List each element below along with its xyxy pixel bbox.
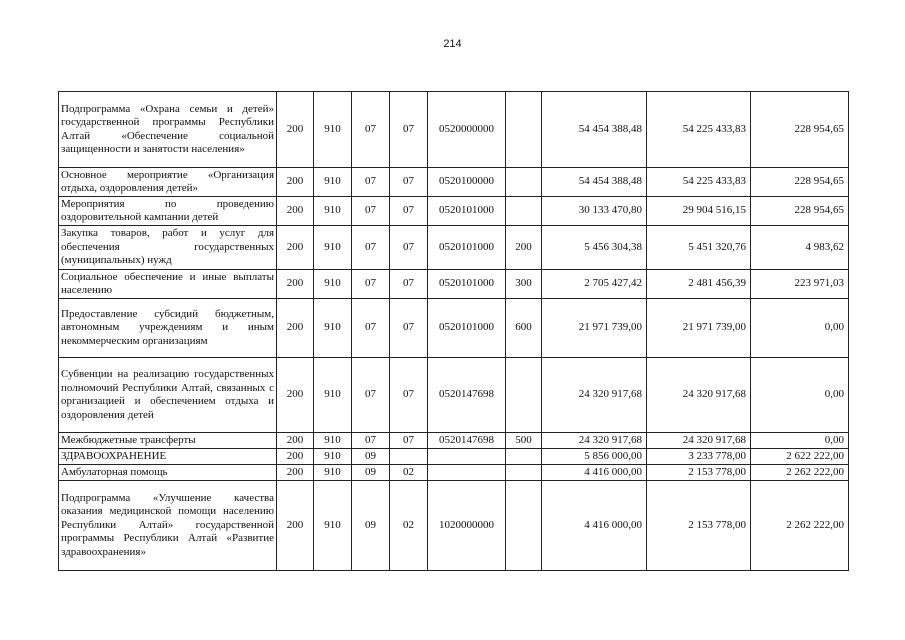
row-actual: 54 225 433,83 <box>647 92 751 168</box>
row-vr: 300 <box>506 270 542 299</box>
row-plan: 2 705 427,42 <box>542 270 647 299</box>
row-subsection: 07 <box>390 92 428 168</box>
row-section: 07 <box>352 168 390 197</box>
row-name: Основное мероприятие «Организация отдыха, оздоровления детей» <box>59 168 277 197</box>
row-name: Предоставление субсидий бюджетным, автономным учреждениям и иным некоммерческим организациям <box>59 299 277 358</box>
row-target: 1020000000 <box>428 481 506 571</box>
row-subsection: 07 <box>390 433 428 449</box>
table-row <box>59 358 849 433</box>
row-name: Подпрограмма «Улучшение качества оказания медицинской помощи населению Республики Алтай» государственной программы Республики Алтай «Развитие здравоохранения» <box>59 481 277 571</box>
row-section: 07 <box>352 433 390 449</box>
row-subsection: 07 <box>390 168 428 197</box>
row-subsection: 07 <box>390 299 428 358</box>
row-actual: 24 320 917,68 <box>647 433 751 449</box>
row-code: 910 <box>314 433 352 449</box>
row-code: 910 <box>314 92 352 168</box>
row-section: 07 <box>352 226 390 270</box>
row-plan: 54 454 388,48 <box>542 168 647 197</box>
row-remainder: 4 983,62 <box>751 226 849 270</box>
table-row <box>59 168 849 197</box>
row-remainder: 0,00 <box>751 358 849 433</box>
row-target <box>428 449 506 465</box>
row-adm: 200 <box>277 168 314 197</box>
row-name: Мероприятия по проведению оздоровительной кампании детей <box>59 197 277 226</box>
row-subsection: 07 <box>390 358 428 433</box>
row-subsection: 02 <box>390 481 428 571</box>
row-actual: 2 153 778,00 <box>647 465 751 481</box>
row-target: 0520101000 <box>428 226 506 270</box>
budget-table-body <box>59 92 849 571</box>
row-target: 0520000000 <box>428 92 506 168</box>
row-section: 07 <box>352 92 390 168</box>
table-row <box>59 226 849 270</box>
row-subsection: 07 <box>390 270 428 299</box>
row-name: Субвенции на реализацию государственных полномочий Республики Алтай, связанных с организацией и обеспечением отдыха и оздоровления детей <box>59 358 277 433</box>
row-actual: 5 451 320,76 <box>647 226 751 270</box>
row-remainder: 228 954,65 <box>751 197 849 226</box>
row-vr <box>506 168 542 197</box>
row-vr: 200 <box>506 226 542 270</box>
row-actual: 29 904 516,15 <box>647 197 751 226</box>
row-actual: 2 481 456,39 <box>647 270 751 299</box>
row-plan: 30 133 470,80 <box>542 197 647 226</box>
row-adm: 200 <box>277 226 314 270</box>
table-row <box>59 299 849 358</box>
table-row <box>59 465 849 481</box>
row-vr <box>506 197 542 226</box>
row-plan: 21 971 739,00 <box>542 299 647 358</box>
row-target: 0520101000 <box>428 197 506 226</box>
row-vr <box>506 358 542 433</box>
row-remainder: 223 971,03 <box>751 270 849 299</box>
row-adm: 200 <box>277 92 314 168</box>
row-code: 910 <box>314 465 352 481</box>
row-name: Амбулаторная помощь <box>59 465 277 481</box>
row-plan: 4 416 000,00 <box>542 481 647 571</box>
row-remainder: 228 954,65 <box>751 92 849 168</box>
table-row <box>59 433 849 449</box>
row-code: 910 <box>314 358 352 433</box>
row-remainder: 2 622 222,00 <box>751 449 849 465</box>
row-target: 0520101000 <box>428 299 506 358</box>
row-section: 09 <box>352 449 390 465</box>
row-code: 910 <box>314 270 352 299</box>
row-target: 0520101000 <box>428 270 506 299</box>
row-name: Закупка товаров, работ и услуг для обеспечения государственных (муниципальных) нужд <box>59 226 277 270</box>
row-name: ЗДРАВООХРАНЕНИЕ <box>59 449 277 465</box>
row-section: 07 <box>352 270 390 299</box>
row-adm: 200 <box>277 358 314 433</box>
row-section: 07 <box>352 299 390 358</box>
table-row <box>59 270 849 299</box>
row-subsection <box>390 449 428 465</box>
row-target: 0520147698 <box>428 433 506 449</box>
row-adm: 200 <box>277 433 314 449</box>
row-code: 910 <box>314 168 352 197</box>
row-adm: 200 <box>277 197 314 226</box>
row-section: 09 <box>352 465 390 481</box>
row-vr <box>506 481 542 571</box>
row-vr <box>506 465 542 481</box>
row-remainder: 2 262 222,00 <box>751 465 849 481</box>
row-target <box>428 465 506 481</box>
row-code: 910 <box>314 197 352 226</box>
row-code: 910 <box>314 299 352 358</box>
table-row <box>59 449 849 465</box>
row-plan: 54 454 388,48 <box>542 92 647 168</box>
row-adm: 200 <box>277 481 314 571</box>
row-plan: 4 416 000,00 <box>542 465 647 481</box>
row-section: 07 <box>352 358 390 433</box>
row-actual: 2 153 778,00 <box>647 481 751 571</box>
row-remainder: 0,00 <box>751 299 849 358</box>
table-row <box>59 92 849 168</box>
row-name: Подпрограмма «Охрана семьи и детей» государственной программы Республики Алтай «Обеспечение социальной защищенности и занятости населения» <box>59 92 277 168</box>
row-name: Межбюджетные трансферты <box>59 433 277 449</box>
row-vr <box>506 449 542 465</box>
row-plan: 24 320 917,68 <box>542 358 647 433</box>
row-remainder: 2 262 222,00 <box>751 481 849 571</box>
row-section: 07 <box>352 197 390 226</box>
row-vr: 600 <box>506 299 542 358</box>
row-section: 09 <box>352 481 390 571</box>
row-code: 910 <box>314 481 352 571</box>
row-subsection: 07 <box>390 226 428 270</box>
page-number: 214 <box>443 38 462 50</box>
row-subsection: 07 <box>390 197 428 226</box>
row-target: 0520147698 <box>428 358 506 433</box>
table-row <box>59 481 849 571</box>
row-code: 910 <box>314 226 352 270</box>
row-target: 0520100000 <box>428 168 506 197</box>
row-remainder: 228 954,65 <box>751 168 849 197</box>
row-plan: 5 456 304,38 <box>542 226 647 270</box>
row-adm: 200 <box>277 449 314 465</box>
row-plan: 24 320 917,68 <box>542 433 647 449</box>
row-remainder: 0,00 <box>751 433 849 449</box>
row-adm: 200 <box>277 299 314 358</box>
row-vr: 500 <box>506 433 542 449</box>
row-actual: 24 320 917,68 <box>647 358 751 433</box>
row-actual: 54 225 433,83 <box>647 168 751 197</box>
row-code: 910 <box>314 449 352 465</box>
row-adm: 200 <box>277 270 314 299</box>
table-row <box>59 197 849 226</box>
row-name: Социальное обеспечение и иные выплаты населению <box>59 270 277 299</box>
budget-table <box>58 91 849 571</box>
row-actual: 3 233 778,00 <box>647 449 751 465</box>
row-vr <box>506 92 542 168</box>
row-plan: 5 856 000,00 <box>542 449 647 465</box>
row-subsection: 02 <box>390 465 428 481</box>
row-actual: 21 971 739,00 <box>647 299 751 358</box>
row-adm: 200 <box>277 465 314 481</box>
